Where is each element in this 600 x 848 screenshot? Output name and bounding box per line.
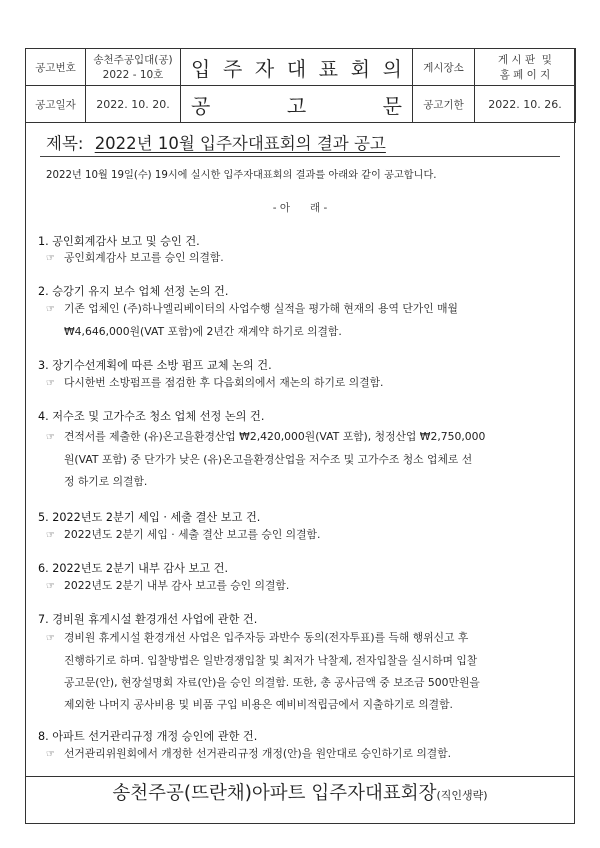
post-place-label: 게시장소 bbox=[413, 49, 475, 86]
section-body-7 bbox=[46, 627, 564, 716]
body-line: ☞ 공인회계감사 보고를 승인 의결함. bbox=[46, 247, 564, 270]
section-heading-7: 7. 경비원 휴게시설 환경개선 사업에 관한 건. bbox=[38, 613, 258, 626]
doc-type-bottom bbox=[181, 86, 413, 123]
doc-type-char: 자 bbox=[254, 56, 275, 81]
section-heading-8: 8. 아파트 선거관리규정 개정 승인에 관한 건. bbox=[38, 730, 258, 743]
notice-no-label: 공고번호 bbox=[26, 49, 86, 86]
pointing-hand-icon: ☞ bbox=[46, 432, 55, 443]
doc-type-char: 회 bbox=[350, 56, 371, 81]
doc-type-char: 대 bbox=[286, 56, 307, 81]
post-place-value-2: 홈 페 이 지 bbox=[499, 69, 551, 81]
doc-type-char: 공 bbox=[191, 93, 211, 118]
doc-type-char: 고 bbox=[286, 93, 307, 118]
body-line: ☞ 경비원 휴게시설 환경개선 사업은 입주자등 과반수 동의(전자투표)를 득해 행위신고 후 bbox=[46, 627, 564, 650]
post-place-value-1: 게 시 판 및 bbox=[498, 54, 552, 66]
body-line: ☞ 2022년도 2분기 내부 감사 보고를 승인 의결함. bbox=[46, 575, 564, 598]
notice-no-value-2: 2022 - 10호 bbox=[102, 69, 164, 81]
pointing-hand-icon: ☞ bbox=[46, 633, 55, 644]
body-line: ☞ 기존 업체인 (주)하나엘리베이터의 사업수행 실적을 평가해 현재의 용역 단가인 매월 bbox=[46, 298, 564, 321]
notice-no-value-1: 송천주공입대(공) bbox=[93, 54, 173, 66]
section-heading-3: 3. 장기수선계획에 따른 소방 펌프 교체 논의 건. bbox=[38, 359, 272, 372]
body-line: 제외한 나머지 공사비용 및 비품 구입 비용은 예비비적립금에서 지출하기로 의결함. bbox=[64, 698, 453, 711]
pointing-hand-icon: ☞ bbox=[46, 253, 55, 264]
section-body-6 bbox=[46, 575, 564, 598]
doc-type-char: 입 bbox=[191, 56, 211, 81]
section-heading-5: 5. 2022년도 2분기 세입 · 세출 결산 보고 건. bbox=[38, 511, 261, 524]
section-heading-2: 2. 승강기 유지 보수 업체 선정 논의 건. bbox=[38, 285, 229, 298]
doc-type-char: 주 bbox=[222, 56, 243, 81]
deadline-value: 2022. 10. 26. bbox=[475, 86, 576, 123]
body-line: 공고문(안), 현장설명회 자료(안)을 승인 의결함. 또한, 총 공사금액 중 보조금 500만원을 bbox=[64, 676, 480, 689]
section-body-2 bbox=[46, 298, 564, 343]
section-body-5 bbox=[46, 524, 564, 547]
title-text: 2022년 10월 입주자대표회의 결과 공고 bbox=[94, 134, 386, 153]
section-body-1 bbox=[46, 247, 564, 270]
title-divider bbox=[40, 156, 560, 157]
body-line: ☞ 견적서를 제출한 (유)온고을환경산업 ₩2,420,000원(VAT 포함), 청정산업 ₩2,750,000 bbox=[46, 426, 564, 449]
doc-type-top bbox=[181, 49, 413, 86]
pointing-hand-icon: ☞ bbox=[46, 378, 55, 389]
body-line: ☞ 선거관리위원회에서 개정한 선거관리규정 개정(안)을 원안대로 승인하기로 의결함. bbox=[46, 743, 564, 766]
body-line: ₩4,646,000원(VAT 포함)에 2년간 재계약 하기로 의결함. bbox=[64, 325, 342, 338]
body-line: ☞ 다시한번 소방펌프를 점검한 후 다음회의에서 재논의 하기로 의결함. bbox=[46, 372, 564, 395]
notice-date-label: 공고일자 bbox=[26, 86, 86, 123]
section-heading-1: 1. 공인회계감사 보고 및 승인 건. bbox=[38, 235, 200, 248]
pointing-hand-icon: ☞ bbox=[46, 749, 55, 760]
notice-date-value: 2022. 10. 20. bbox=[86, 86, 181, 123]
section-body-3 bbox=[46, 372, 564, 395]
doc-type-char: 문 bbox=[382, 93, 402, 118]
section-heading-4: 4. 저수조 및 고가수조 청소 업체 선정 논의 건. bbox=[38, 410, 265, 423]
seal-note: (직인생략) bbox=[436, 789, 488, 802]
body-line: 진행하기로 하며. 입찰방법은 일반경쟁입찰 및 최저가 낙찰제, 전자입찰을 실시하며 입찰 bbox=[64, 654, 478, 667]
pointing-hand-icon: ☞ bbox=[46, 304, 55, 315]
deadline-label: 공고기한 bbox=[413, 86, 475, 123]
body-line: 정 하기로 의결함. bbox=[64, 475, 148, 488]
footer-signature bbox=[25, 776, 575, 824]
body-line: ☞ 2022년도 2분기 세입 · 세출 결산 보고를 승인 의결함. bbox=[46, 524, 564, 547]
notice-no-value bbox=[86, 49, 181, 86]
doc-type-char: 표 bbox=[318, 56, 339, 81]
doc-type-char: 의 bbox=[382, 56, 402, 81]
pointing-hand-icon: ☞ bbox=[46, 530, 55, 541]
section-body-8 bbox=[46, 743, 564, 766]
title-prefix: 제목: bbox=[46, 134, 84, 153]
page-title bbox=[46, 130, 386, 154]
pointing-hand-icon: ☞ bbox=[46, 581, 55, 592]
body-line: 원(VAT 포함) 중 단가가 낮은 (유)온고을환경산업을 저수조 및 고가수조 청소 업체로 선 bbox=[64, 453, 473, 466]
intro-text: 2022년 10월 19일(수) 19시에 실시한 입주자대표회의 결과를 아래와 같이 공고합니다. bbox=[46, 170, 437, 181]
post-place-value bbox=[475, 49, 576, 86]
header-table bbox=[25, 48, 576, 123]
section-heading-6: 6. 2022년도 2분기 내부 감사 보고 건. bbox=[38, 562, 229, 575]
ahrae-heading: - 아 래 - bbox=[272, 202, 328, 214]
signer-name: 송천주공(뜨란채)아파트 입주자대표회장 bbox=[112, 783, 437, 804]
section-body-4 bbox=[46, 426, 564, 493]
